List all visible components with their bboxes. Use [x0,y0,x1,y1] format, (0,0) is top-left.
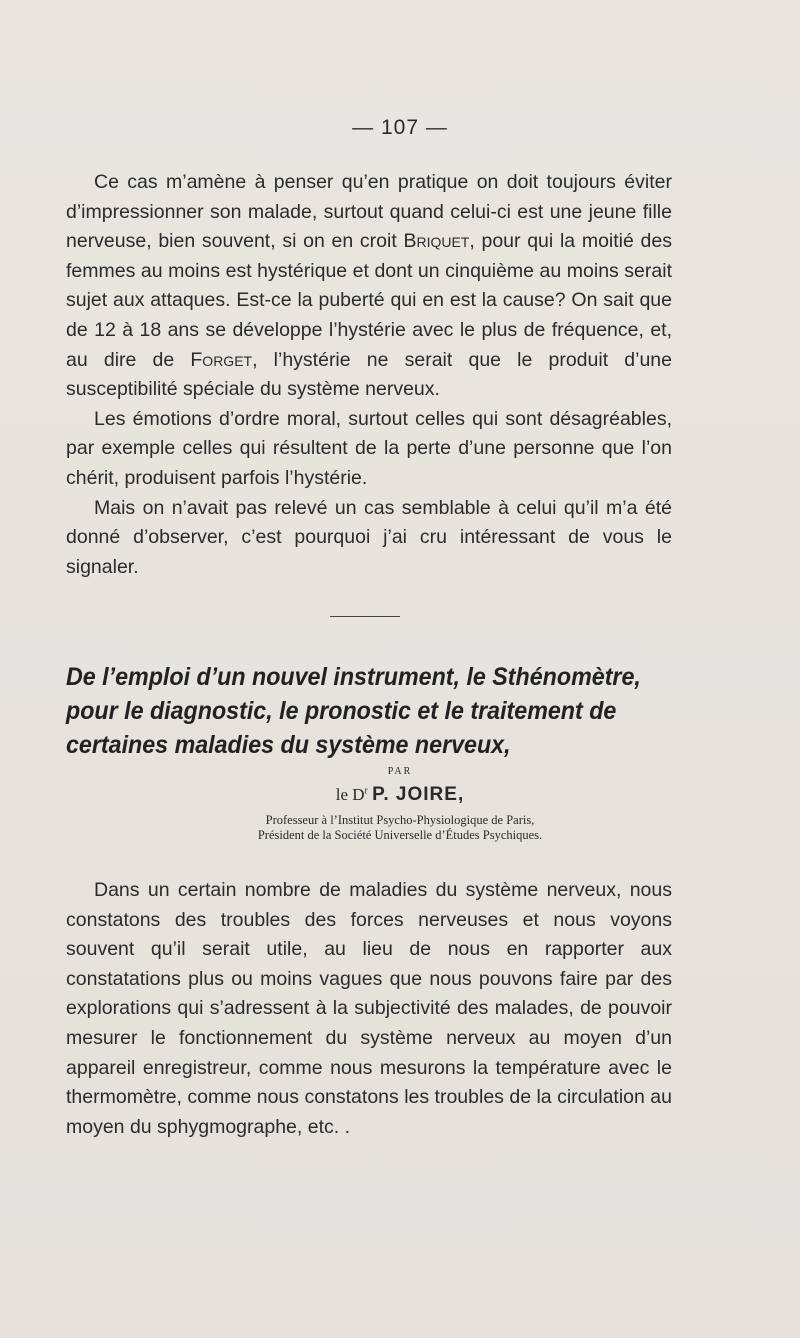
author-affiliation-1: Professeur à l’Institut Psycho-Physiologique de Paris, [265,813,535,827]
author-affiliation-2: Président de la Société Universelle d’Études Psychiques. [257,828,543,842]
paragraph-1: Ce cas m’amène à penser qu’en pratique on doit toujours éviter d’impressionner son malade, surtout quand celui-ci est une jeune fille nerveuse, bien souvent, si on en croit Briquet, pour qui la moitié des femmes au moins est hystérique et dont un cinquième au moins serait sujet aux attaques. Est-ce la puberté qui en est la cause? On sait que de 12 à 18 ans se développe l’hystérie avec le plus de fréquence, et, au dire de Forget, l’hystérie ne serait que le produit d’une susceptibilité spéciale du système nerveux. [66,171,672,401]
article-title: De l’emploi d’un nouvel instrument, le Sthénomètre, pour le diagnostic, le pronostic et le traitement de certaines maladies du système nerveux, [66,663,641,759]
page-number: — 107 — [352,116,448,139]
body-text-block [66,168,672,582]
author-name-forget: Forget [190,348,253,371]
paragraph-2: Les émotions d’ordre moral, surtout celles qui sont désagréables, par exemple celles qui résultent de la perte d’une personne que l’on chérit, produisent parfois l’hystérie. [66,407,672,489]
article-paragraph-1: Dans un certain nombre de maladies du système nerveux, nous constatons des troubles des forces nerveuses et nous voyons souvent qu’il serait utile, au lieu de nous en rapporter aux constatations plus ou moins vagues que nous pouvons faire par des explorations qui s’adressent à la subjectivité des malades, de pouvoir mesurer le fonctionnement du système nerveux au moyen d’un appareil enregistreur, comme nous mesurons la température avec le thermomètre, comme nous constatons les troubles de la circulation au moyen du sphygmographe, etc. . [66,879,672,1138]
article-body [66,876,672,1142]
paragraph-3: Mais on n’avait pas relevé un cas semblable à celui qu’il m’a été donné d’observer, c’est pourquoi j’ai cru intéressant de vous le signaler. [66,496,672,578]
author-line: le $D^r$ P. JOIRE, [335,784,465,805]
author-name-briquet: Briquet [403,230,470,253]
byline-par: PAR [387,766,413,777]
author-name: P. JOIRE, [372,784,465,805]
section-divider [330,616,400,617]
